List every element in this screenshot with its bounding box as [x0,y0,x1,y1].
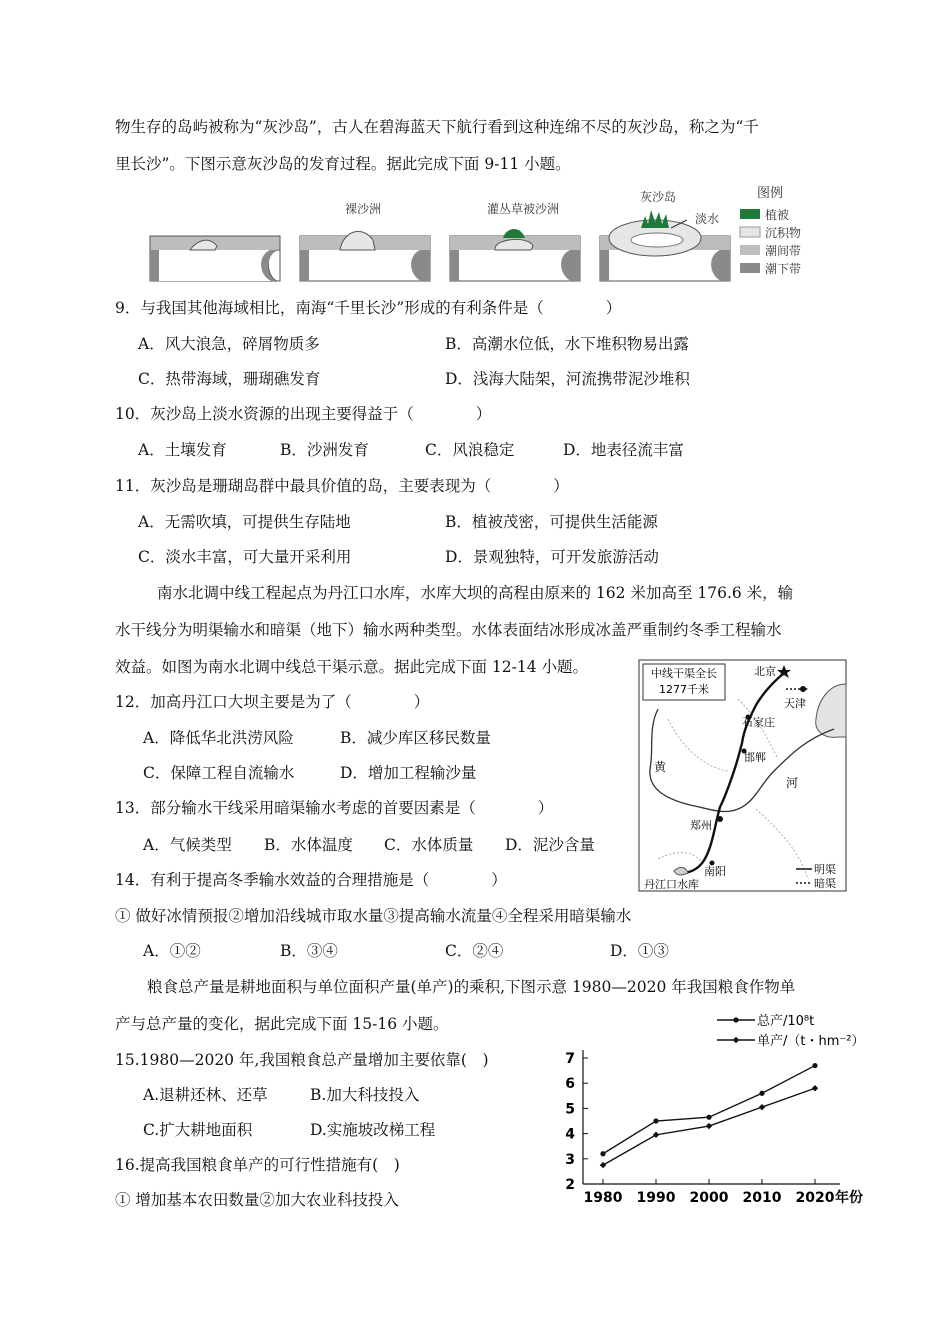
legend-marker-0 [733,1017,738,1022]
map-box-line2: 1277千米 [659,683,709,696]
intro2-line3: 效益。如图为南水北调中线总干渠示意。据此完成下面 12-14 小题。 [115,658,589,676]
q15-option-c: C.扩大耕地面积 [143,1121,253,1139]
q9-option-c: C．热带海域，珊瑚礁发育 [138,370,321,388]
point-s0-1980 [600,1151,605,1156]
q11-option-b: B．植被茂密，可提供生活能源 [445,513,658,531]
legend-open-canal: 明渠 [814,863,836,876]
q10-stem: 10．灰沙岛上淡水资源的出现主要得益于（ ） [115,405,492,423]
map-city-handan: 邯郸 [744,751,766,764]
series-line-0 [603,1066,815,1154]
intro1-line2: 里长沙”。下图示意灰沙岛的发育过程。据此完成下面 9-11 小题。 [115,155,571,173]
q14-option-c: C．②④ [445,942,504,960]
q12-stem: 12．加高丹江口大坝主要是为了（ ） [115,693,430,711]
point-s0-2010 [759,1091,764,1096]
point-s1-1990 [653,1132,659,1138]
point-s1-2000 [706,1123,712,1129]
intro2-line2: 水干线分为明渠输水和暗渠（地下）输水两种类型。水体表面结冰形成冰盖严重制约冬季工程输水 [115,621,782,639]
legend-label-1: 单产/（t・hm⁻²） [757,1034,865,1049]
stage-label-1: 裸沙洲 [345,202,382,216]
intro3-line1: 粮食总产量是耕地面积与单位面积产量(单产)的乘积,下图示意 1980—2020 年我国粮食作物单 [147,978,796,996]
q14-option-d: D．①③ [610,942,669,960]
y-tick-label-6: 6 [565,1076,575,1093]
q13-option-d: D．泥沙含量 [505,836,595,854]
y-tick-label-5: 5 [565,1101,575,1118]
y-tick-label-3: 3 [565,1151,575,1168]
map-river-label-huang: 黄 [654,760,667,774]
stage-sandbar-rising [300,231,430,281]
legend-swatch-vegetation [740,209,760,219]
q13-option-b: B．水体温度 [264,836,353,854]
water-diversion-map [638,659,848,893]
y-tick-label-2: 2 [565,1177,575,1193]
q11-option-a: A．无需吹填，可提供生存陆地 [138,513,351,531]
zhengzhou-dot [717,816,723,822]
tianjin-dot [800,686,806,692]
q10-option-b: B．沙洲发育 [280,441,369,459]
q15-option-d: D.实施坡改梯工程 [310,1121,436,1139]
legend-swatch-sediment [740,227,760,237]
y-tick-label-7: 7 [565,1051,575,1067]
q9-stem: 9．与我国其他海域相比，南海“千里长沙”形成的有利条件是（ ） [115,299,622,317]
legend-swatch-intertidal [740,245,760,255]
legend-label-0: 总产/10⁸t [757,1014,815,1029]
legend-swatch-subtidal [740,263,760,273]
q16-stem: 16.提高我国粮食单产的可行性措施有( ) [115,1156,400,1174]
q11-option-c: C．淡水丰富，可大量开采利用 [138,548,352,566]
legend-title: 图例 [757,186,784,201]
map-city-shijiazhuang: 石家庄 [742,716,775,729]
y-tick-label-4: 4 [565,1126,575,1143]
legend-label-vegetation: 植被 [765,208,790,222]
q13-stem: 13．部分输水干线采用暗渠输水考虑的首要因素是（ ） [115,799,554,817]
freshwater-label: 淡水 [695,212,720,226]
legend-closed-canal: 暗渠 [814,877,836,890]
map-river-label-he: 河 [786,776,799,790]
q13-option-a: A．气候类型 [143,836,232,854]
x-axis-label: 年份 [835,1190,863,1206]
q9-option-b: B．高潮水位低，水下堆积物易出露 [445,335,689,353]
map-city-danjiangkou: 丹江口水库 [644,878,699,891]
map-city-zhengzhou: 郑州 [690,819,712,832]
legend-label-sediment: 沉积物 [765,226,802,240]
stage-label-3: 灰沙岛 [640,190,677,204]
q10-option-a: A．土壤发育 [138,441,227,459]
sand-island-figure [145,180,825,285]
x-tick-label-2010: 2010 [742,1190,782,1206]
intro2-line1: 南水北调中线工程起点为丹江口水库，水库大坝的高程由原来的 162 米加高至 176.6 米，输 [157,584,794,602]
q12-option-d: D．增加工程输沙量 [340,764,477,782]
q12-option-c: C．保障工程自流输水 [143,764,295,782]
q14-option-a: A．①② [143,942,201,960]
q9-option-d: D．浅海大陆架，河流携带泥沙堆积 [445,370,690,388]
legend-label-subtidal: 潮下带 [765,262,802,276]
q11-option-d: D．景观独特，可开发旅游活动 [445,548,659,566]
q12-option-b: B．减少库区移民数量 [340,729,491,747]
map-city-nanyang: 南阳 [704,865,726,878]
q11-stem: 11．灰沙岛是珊瑚岛群中最具价值的岛，主要表现为（ ） [115,477,569,495]
q15-option-a: A.退耕还林、还草 [143,1086,268,1104]
q14-option-b: B．③④ [280,942,338,960]
legend-marker-1 [733,1037,739,1043]
x-tick-label-2020: 2020 [795,1190,835,1206]
map-city-tianjin: 天津 [784,697,806,710]
q10-option-d: D．地表径流丰富 [563,441,684,459]
x-tick-label-1980: 1980 [583,1190,623,1206]
q13-option-c: C．水体质量 [384,836,474,854]
map-city-beijing: 北京 [754,665,776,678]
q9-option-a: A．风大浪急，碎屑物质多 [138,335,320,353]
point-s1-2010 [759,1104,765,1110]
point-s0-1990 [653,1118,658,1123]
q15-stem: 15.1980—2020 年,我国粮食总产量增加主要依靠( ) [115,1051,489,1069]
stage-bare-sandbar [150,236,280,281]
map-box-line1: 中线干渠全长 [651,667,717,680]
q10-option-c: C．风浪稳定 [425,441,515,459]
grain-yield-chart [555,1008,875,1213]
point-s0-2000 [706,1115,711,1120]
legend-label-intertidal: 潮间带 [765,244,802,258]
q15-option-b: B.加大科技投入 [310,1086,420,1104]
x-tick-label-2000: 2000 [689,1190,729,1206]
point-s1-1980 [600,1162,606,1168]
stage-shrub-sandbar [450,229,580,281]
q14-items: ① 做好冰情预报②增加沿线城市取水量③提高输水流量④全程采用暗渠输水 [115,907,632,925]
stage-label-2: 灌丛草被沙洲 [487,202,560,216]
point-s1-2020 [812,1085,818,1091]
q16-items: ① 增加基本农田数量②加大农业科技投入 [115,1191,399,1209]
point-s0-2020 [812,1063,817,1068]
q14-stem: 14．有利于提高冬季输水效益的合理措施是（ ） [115,871,507,889]
intro3-line2: 产与总产量的变化，据此完成下面 15-16 小题。 [115,1015,449,1033]
q12-option-a: A．降低华北洪涝风险 [143,729,294,747]
intro1-line1: 物生存的岛屿被称为“灰沙岛”，古人在碧海蓝天下航行看到这种连绵不尽的灰沙岛，称之为“千 [115,118,759,136]
x-tick-label-1990: 1990 [636,1190,676,1206]
